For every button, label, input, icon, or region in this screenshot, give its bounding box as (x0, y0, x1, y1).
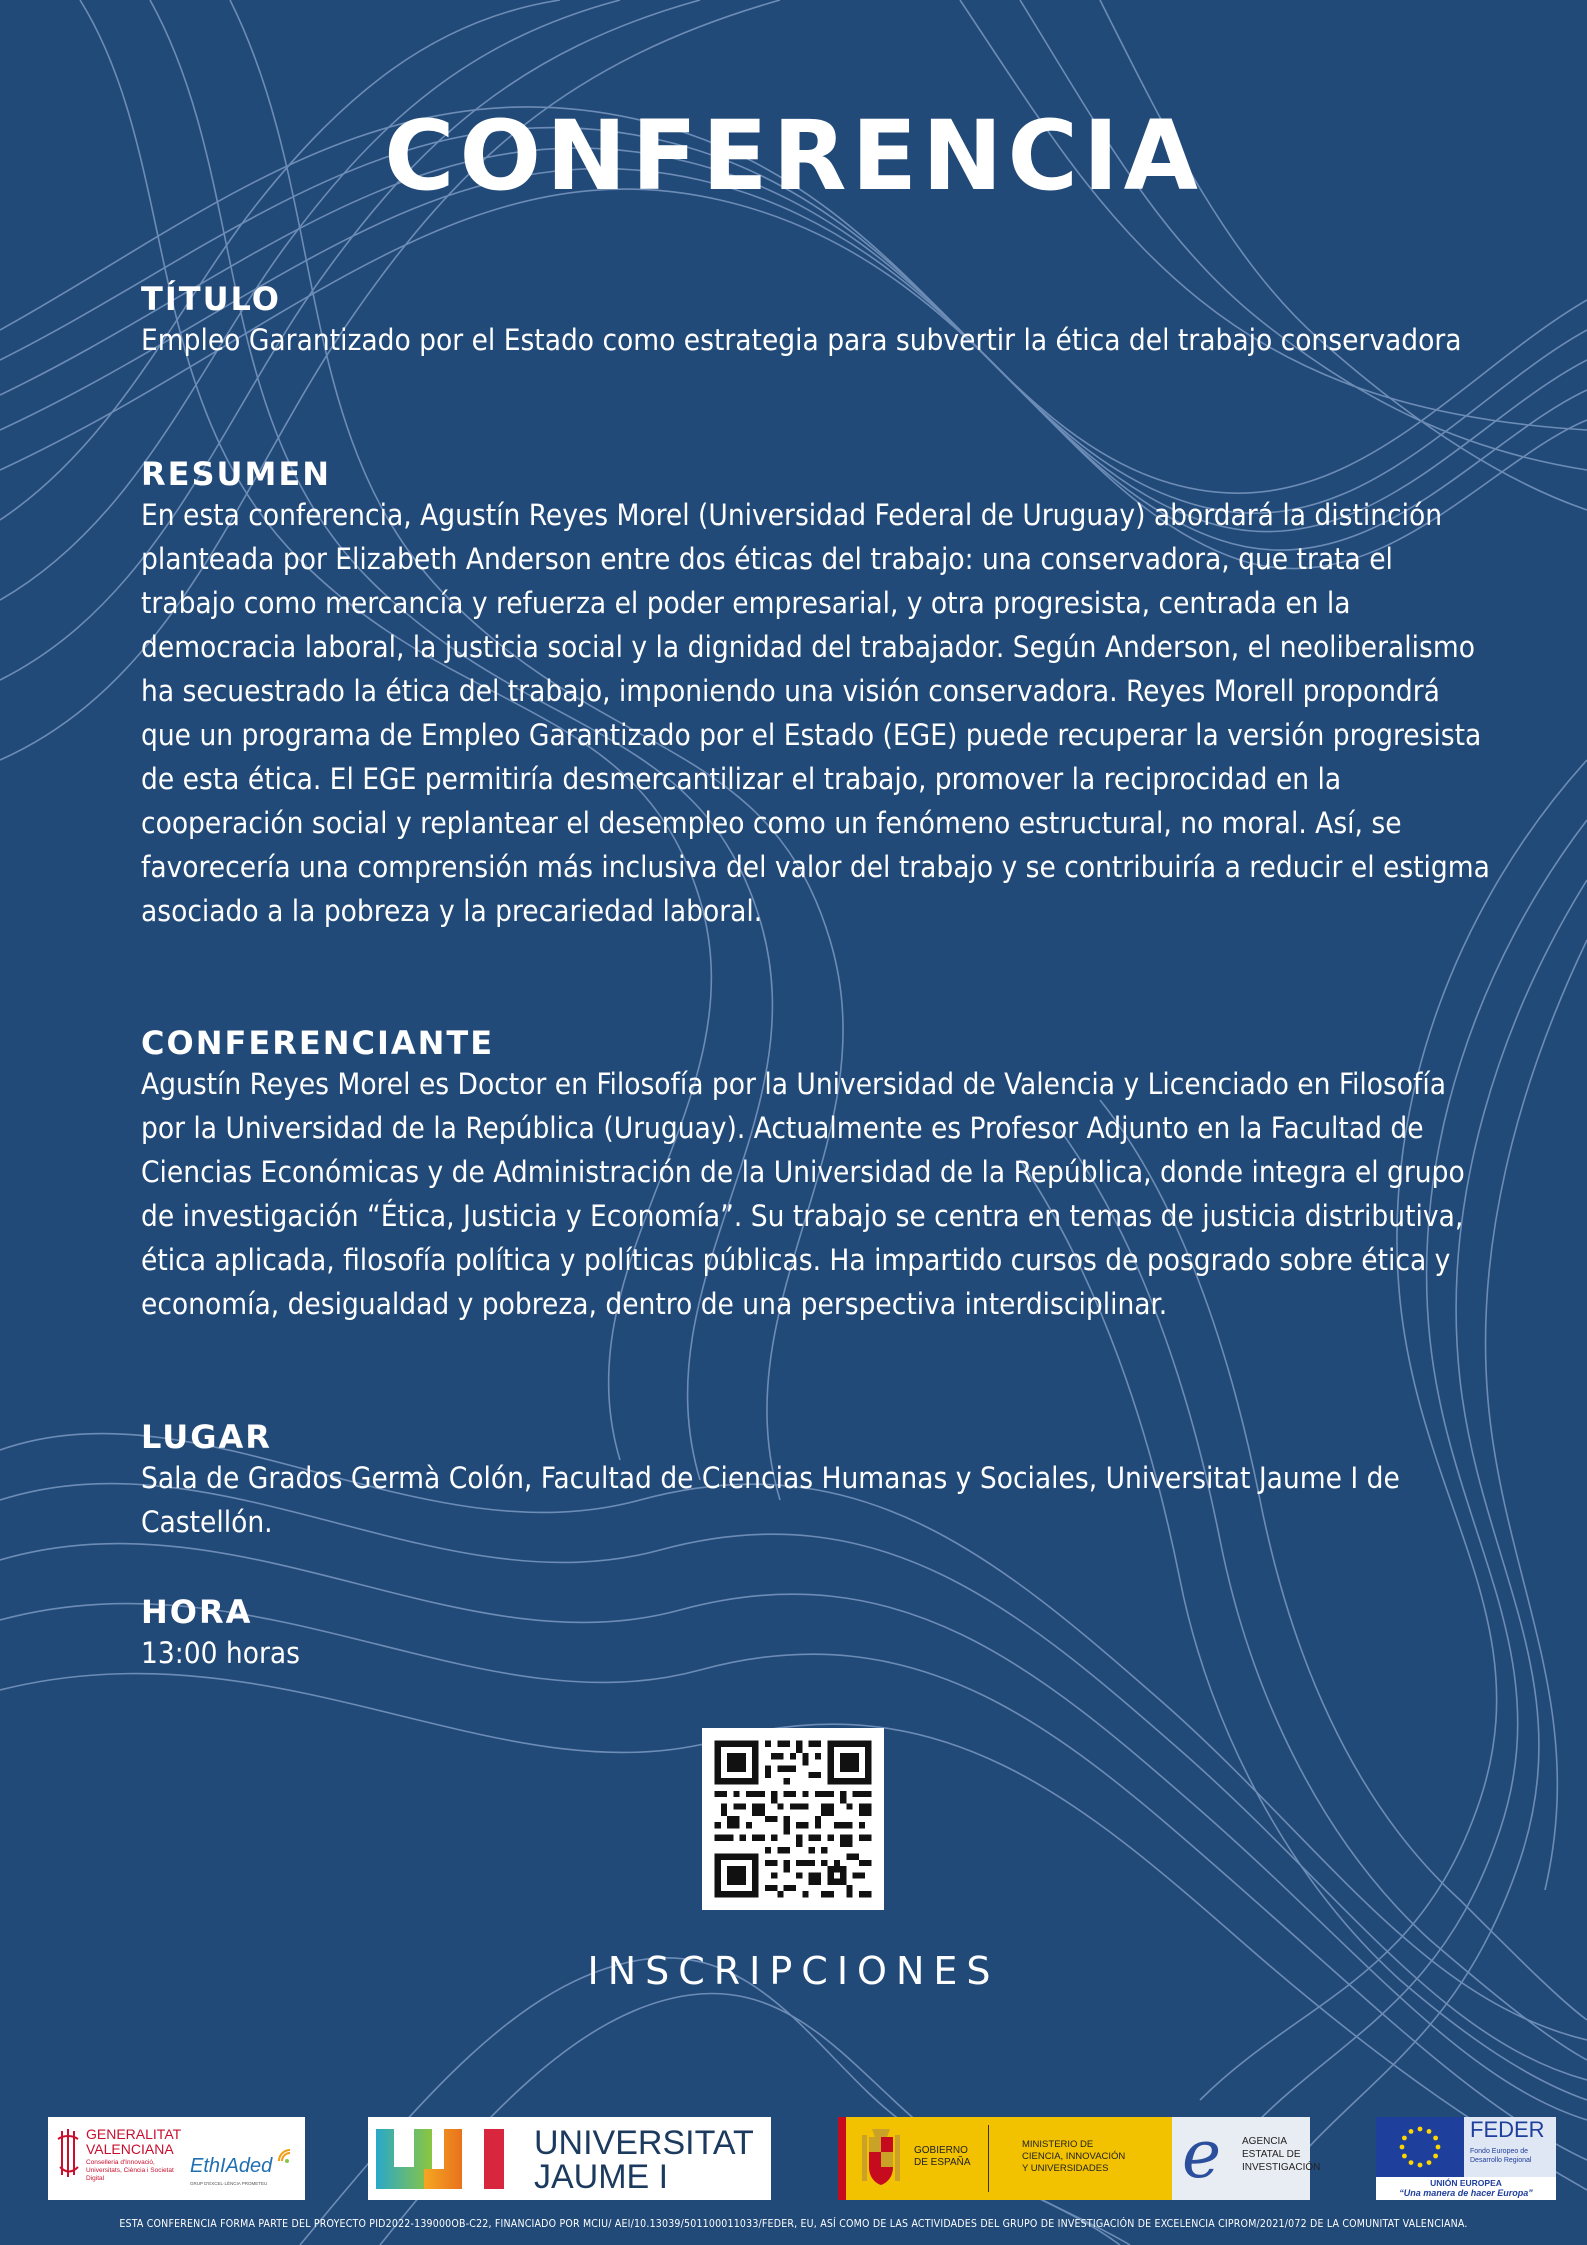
conferenciante-text: Agustín Reyes Morel es Doctor en Filosofía por la Universidad de Valencia y Licenciado en Filosofía por la Universidad de la República (Uruguay). Actualmente es Profesor Adjunto en la Facultad de Ciencias Económicas y de Administración de la Universidad de la República, donde integra el grupo de investigación “Ética, Justicia y Economía”. Su trabajo se centra en temas de justicia distributiva, ética aplicada, filosofía política y políticas públicas. Ha impartido cursos de posgrado sobre ética y economía, desigualdad y pobreza, dentro de una perspectiva interdisciplinar. (141, 1067, 1465, 1321)
gobierno-logo (838, 2116, 1321, 2200)
uji-mark-icon (372, 2129, 522, 2189)
section-titulo (141, 280, 1491, 362)
generalitat-sub: Conselleria d'Innovació, Universitats, Ciència i Societat Digital (86, 2159, 174, 2182)
conferenciante-heading: CONFERENCIANTE (141, 1024, 495, 1062)
section-lugar (141, 1418, 1491, 1544)
titulo-heading: TÍTULO (141, 280, 281, 318)
gobierno-name: GOBIERNO DE ESPAÑA (914, 2145, 971, 2168)
funding-note: ESTA CONFERENCIA FORMA PARTE DEL PROYECTO PID2022-139000OB-C22, FINANCIADO POR MCIU/ AEI/10.13039/501100011033/FEDER, EU, ASÍ COMO DE LAS ACTIVIDADES DEL GRUPO DE INVESTIGACIÓN DE EXCELENCIA CIPROM/2021/072 DE LA COMUNITAT VALENCIANA. (119, 2218, 1468, 2230)
ethiaded-name: EthIAded (190, 2155, 273, 2177)
wifi-signal-icon (276, 2147, 294, 2165)
section-conferenciante (141, 1024, 1491, 1326)
uji-line2: JAUME I (534, 2158, 669, 2196)
inscripciones-label[interactable]: INSCRIPCIONES (587, 1949, 1000, 1993)
agencia-name: AGENCIA ESTATAL DE INVESTIGACIÓN (1242, 2136, 1321, 2173)
eu-stars-icon (1376, 2117, 1464, 2177)
generalitat-logo (48, 2117, 305, 2200)
resumen-text: En esta conferencia, Agustín Reyes Morel (Universidad Federal de Uruguay) abordará la distinción planteada por Elizabeth Anderson entre dos éticas del trabajo: una conservadora, que trata el trabajo como mercancía y refuerza el poder empresarial, y otra progresista, centrada en la democracia laboral, la justicia social y la dignidad del trabajador. Según Anderson, el neoliberalismo ha secuestrado la ética del trabajo, imponiendo una visión conservadora. Reyes Morell propondrá que un programa de Empleo Garantizado por el Estado (EGE) puede recuperar la versión progresista de esta ética. El EGE permitiría desmercantilizar el trabajo, promover la reciprocidad en la cooperación social y replantear el desempleo como un fenómeno estructural, no moral. Así, se favorecería una comprensión más inclusiva del valor del trabajo y se contribuiría a reducir el estigma asociado a la pobreza y la precariedad laboral. (141, 498, 1490, 928)
section-hora (141, 1593, 1491, 1675)
feder-fondo: Fondo Europeo de Desarrollo Regional (1470, 2148, 1532, 2164)
ethiaded-sub: GRUP D'EXCEL·LÈNCIA PROMETEU (190, 2181, 268, 2186)
resumen-heading: RESUMEN (141, 455, 332, 493)
page-title: CONFERENCIA (384, 100, 1203, 212)
aei-mark: e (1182, 2116, 1222, 2193)
lugar-text: Sala de Grados Germà Colón, Facultad de Ciencias Humanas y Sociales, Universitat Jaume I de Castellón. (141, 1461, 1400, 1539)
feder-name: FEDER (1470, 2117, 1545, 2142)
feder-logo (1376, 2117, 1556, 2200)
spain-coat-of-arms-icon (860, 2127, 902, 2189)
ue-name: UNIÓN EUROPEA (1430, 2178, 1502, 2188)
uji-logo (368, 2117, 771, 2200)
hora-heading: HORA (141, 1593, 253, 1631)
lugar-heading: LUGAR (141, 1418, 272, 1456)
hora-text: 13:00 horas (141, 1636, 300, 1670)
generalitat-name: GENERALITAT VALENCIANA (86, 2126, 181, 2157)
ue-motto: “Una manera de hacer Europa” (1399, 2188, 1533, 2198)
qr-code-icon[interactable] (702, 1728, 884, 1910)
uji-line1: UNIVERSITAT (534, 2124, 754, 2162)
ministerio-name: MINISTERIO DE CIENCIA, INNOVACIÓN Y UNIVERSIDADES (1022, 2139, 1126, 2174)
section-resumen (141, 455, 1491, 933)
titulo-text: Empleo Garantizado por el Estado como estrategia para subvertir la ética del trabajo conservadora (141, 323, 1462, 357)
